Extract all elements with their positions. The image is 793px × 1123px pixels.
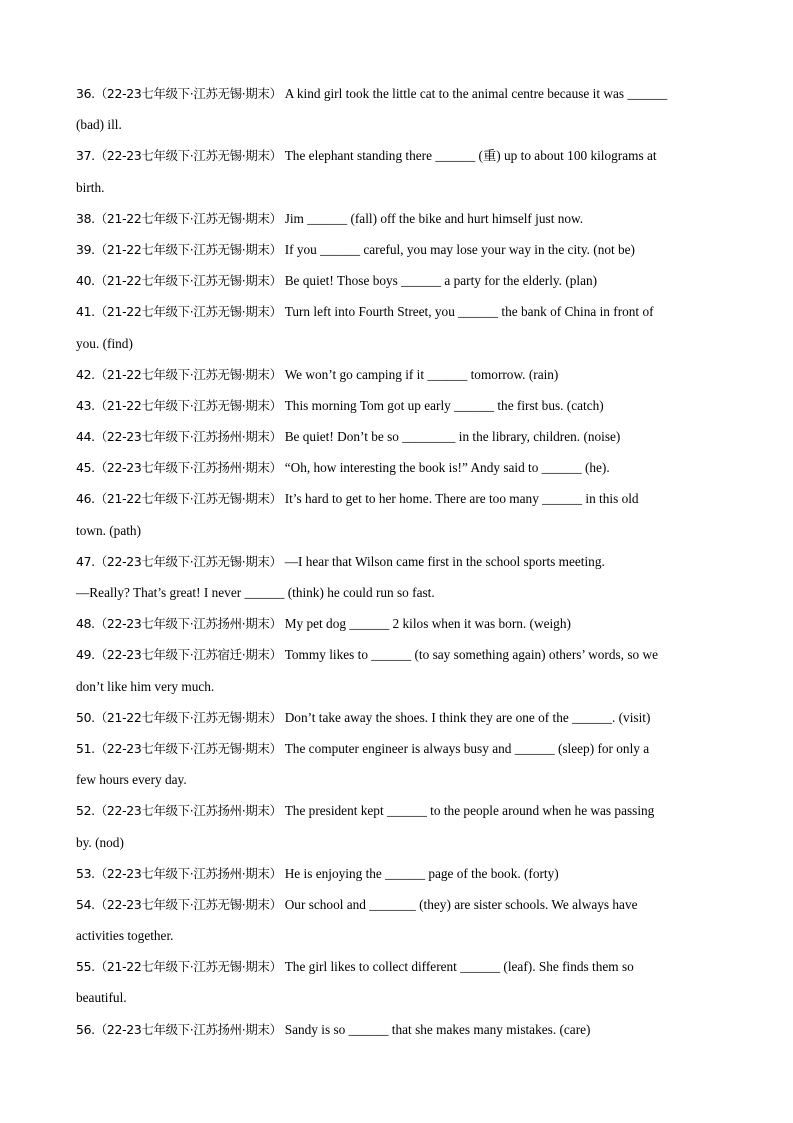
question-line [76, 421, 726, 452]
question-continuation-line [76, 172, 726, 203]
question-number: 44. [76, 429, 95, 445]
question-number: 53. [76, 865, 95, 881]
question-text: He is enjoying the ______ page of the book. (forty) [284, 865, 559, 881]
question-source: （22-23七年级下·江苏无锡·期末） [94, 86, 282, 101]
question-number: 56. [76, 1021, 95, 1037]
question-number: 48. [76, 616, 95, 632]
question-text: If you ______ careful, you may lose your way in the city. (not be) [284, 241, 635, 257]
question-line [76, 608, 726, 639]
question-number: 46. [76, 491, 95, 507]
question-line [76, 234, 726, 265]
question-text: —I hear that Wilson came first in the school sports meeting. [284, 553, 605, 569]
question-text: Tommy likes to ______ (to say something again) others’ words, so we [284, 647, 658, 663]
question-line [76, 702, 726, 733]
question-source: （21-22七年级下·江苏无锡·期末） [94, 366, 282, 382]
question-number: 42. [76, 366, 95, 382]
question-line [76, 951, 726, 982]
question-text: My pet dog ______ 2 kilos when it was born. (weigh) [284, 616, 571, 632]
question-source: （22-23七年级下·江苏无锡·期末） [94, 896, 282, 912]
question-line [76, 390, 726, 421]
question-number: 40. [76, 273, 95, 289]
question-text: Be quiet! Don’t be so ________ in the library, children. (noise) [284, 429, 621, 445]
question-number: 55. [76, 959, 95, 975]
question-text: “Oh, how interesting the book is!” Andy said to ______ (he). [284, 460, 610, 476]
question-number: 43. [76, 397, 95, 413]
question-number: 41. [76, 304, 95, 320]
question-continuation-line [76, 920, 726, 951]
question-text: birth. [76, 179, 105, 195]
question-continuation-line [76, 328, 726, 359]
question-line [76, 1014, 726, 1045]
question-text: Don’t take away the shoes. I think they are one of the ______. (visit) [284, 709, 651, 725]
question-text: (bad) ill. [76, 117, 122, 133]
question-line [76, 858, 726, 889]
question-text: few hours every day. [76, 772, 187, 788]
question-text: Turn left into Fourth Street, you ______ the bank of China in front of [284, 304, 654, 320]
question-continuation-line [76, 515, 726, 546]
question-text: The computer engineer is always busy and ______ (sleep) for only a [284, 740, 650, 756]
question-line [76, 296, 726, 327]
question-number: 49. [76, 647, 95, 663]
question-text: It’s hard to get to her home. There are too many ______ in this old [284, 491, 639, 507]
question-source: （21-22七年级下·江苏无锡·期末） [94, 304, 282, 320]
question-line [76, 359, 726, 390]
question-continuation-line [76, 982, 726, 1013]
question-number: 54. [76, 896, 95, 912]
question-text: The president kept ______ to the people around when he was passing [284, 803, 655, 819]
question-number: 45. [76, 460, 95, 476]
question-text: This morning Tom got up early ______ the first bus. (catch) [284, 397, 604, 413]
question-text: The elephant standing there ______ (重) up to about 100 kilograms at [284, 148, 657, 164]
question-line [76, 78, 726, 109]
question-line [76, 546, 726, 577]
question-text: Sandy is so ______ that she makes many mistakes. (care) [284, 1021, 591, 1037]
question-number: 50. [76, 709, 95, 725]
question-number: 39. [76, 241, 95, 257]
question-source: （22-23七年级下·江苏无锡·期末） [94, 148, 282, 164]
question-source: （22-23七年级下·江苏扬州·期末） [94, 865, 282, 881]
question-line [76, 795, 726, 826]
question-continuation-line [76, 671, 726, 702]
question-source: （22-23七年级下·江苏无锡·期末） [94, 553, 282, 569]
question-text: Jim ______ (fall) off the bike and hurt himself just now. [284, 210, 584, 226]
question-text: Be quiet! Those boys ______ a party for the elderly. (plan) [284, 273, 598, 289]
question-text: town. (path) [76, 522, 141, 538]
question-text: activities together. [76, 928, 174, 944]
question-number: 51. [76, 740, 95, 756]
question-text: We won’t go camping if it ______ tomorrow. (rain) [284, 366, 559, 382]
question-text: beautiful. [76, 990, 127, 1006]
question-continuation-line [76, 577, 726, 608]
question-number: 38. [76, 210, 95, 226]
question-source: （21-22七年级下·江苏无锡·期末） [94, 709, 282, 725]
question-source: （21-22七年级下·江苏无锡·期末） [94, 959, 282, 975]
question-number: 47. [76, 553, 95, 569]
question-source: （21-22七年级下·江苏无锡·期末） [94, 273, 282, 289]
question-source: （22-23七年级下·江苏扬州·期末） [94, 460, 282, 476]
question-text: by. (nod) [76, 834, 124, 850]
question-line [76, 733, 726, 764]
question-source: （21-22七年级下·江苏无锡·期末） [94, 210, 282, 226]
question-source: （22-23七年级下·江苏扬州·期末） [94, 1021, 282, 1037]
question-number: 36. [76, 86, 95, 101]
question-text: don’t like him very much. [76, 678, 215, 694]
question-continuation-line [76, 764, 726, 795]
question-number: 52. [76, 803, 95, 819]
question-source: （21-22七年级下·江苏无锡·期末） [94, 491, 282, 507]
question-line [76, 889, 726, 920]
question-source: （22-23七年级下·江苏宿迁·期末） [94, 647, 282, 663]
question-source: （22-23七年级下·江苏扬州·期末） [94, 616, 282, 632]
question-number: 37. [76, 148, 95, 164]
question-text: Our school and _______ (they) are sister schools. We always have [284, 896, 638, 912]
question-source: （21-22七年级下·江苏无锡·期末） [94, 397, 282, 413]
question-source: （22-23七年级下·江苏无锡·期末） [94, 740, 282, 756]
question-continuation-line [76, 827, 726, 858]
question-line [76, 483, 726, 514]
question-line [76, 639, 726, 670]
question-source: （22-23七年级下·江苏扬州·期末） [94, 429, 282, 445]
question-list [76, 78, 726, 1045]
question-text: The girl likes to collect different ______ (leaf). She finds them so [284, 959, 634, 975]
question-source: （21-22七年级下·江苏无锡·期末） [94, 241, 282, 257]
question-continuation-line [76, 109, 726, 140]
question-line [76, 265, 726, 296]
question-text: you. (find) [76, 335, 133, 351]
question-line [76, 140, 726, 171]
question-source: （22-23七年级下·江苏扬州·期末） [94, 803, 282, 819]
question-line [76, 452, 726, 483]
question-text: A kind girl took the little cat to the animal centre because it was ______ [284, 86, 668, 101]
question-text: —Really? That’s great! I never ______ (think) he could run so fast. [76, 585, 435, 600]
question-line [76, 203, 726, 234]
